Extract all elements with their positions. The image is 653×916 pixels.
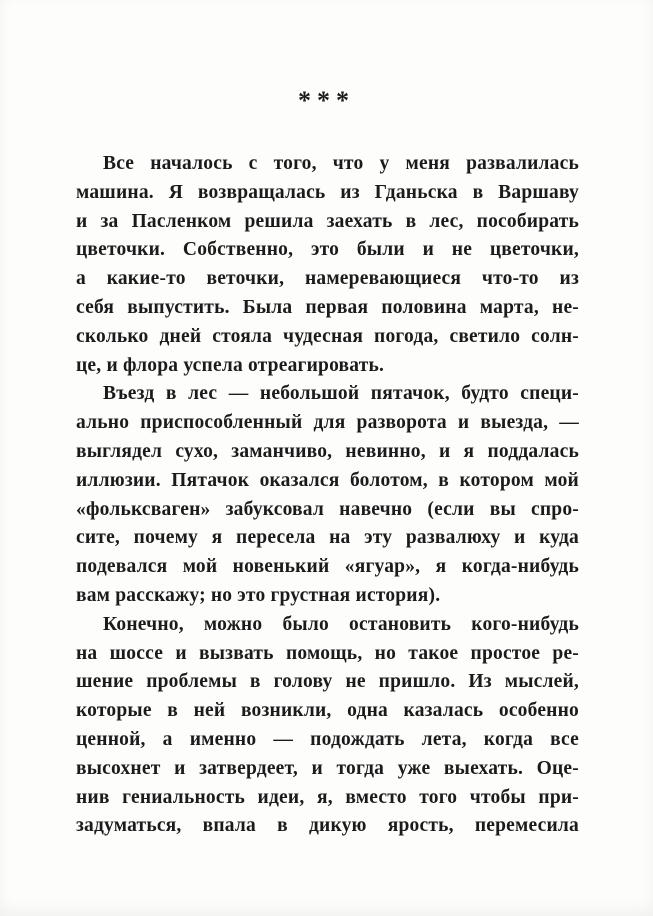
- text-line: це, и флора успела отреагировать.: [76, 354, 385, 376]
- text-line: а какие-то веточки, намеревающиеся что-то из: [76, 268, 579, 290]
- text-line: «фольксваген» забуксовал навечно (если вы спро-: [76, 498, 579, 520]
- text-line: шение проблемы в голову не пришло. Из мыслей,: [76, 671, 579, 693]
- text-line: себя выпустить. Была первая половина марта, не-: [76, 296, 579, 318]
- text-line: выглядел сухо, заманчиво, невинно, и я поддалась: [76, 440, 579, 462]
- text-line: высохнет и затвердеет, и тогда уже выехать. Оце-: [76, 757, 579, 779]
- text-line: ально приспособленный для разворота и выезда, —: [76, 412, 579, 434]
- text-line: машина. Я возвращалась из Гданьска в Варшаву: [76, 181, 579, 203]
- text-line: Конечно, можно было остановить кого-нибудь: [103, 613, 579, 635]
- text-line: Все началось с того, что у меня развалилась: [103, 153, 579, 174]
- text-line: задуматься, впала в дикую ярость, перемесила: [76, 815, 579, 837]
- text-block: [76, 150, 579, 841]
- text-line: вам расскажу; но это грустная история).: [76, 584, 441, 606]
- text-line: Въезд в лес — небольшой пятачок, будто специ-: [103, 383, 579, 405]
- paragraph: [76, 380, 579, 610]
- paragraph: [76, 150, 579, 380]
- paragraph: [76, 611, 579, 841]
- text-line: и за Пасленком решила заехать в лес, пособирать: [76, 210, 579, 232]
- text-line: которые в ней возникли, одна казалась особенно: [76, 700, 579, 722]
- text-line: сите, почему я пересела на эту развалюху и куда: [76, 527, 579, 549]
- text-line: нив гениальность идеи, я, вместо того чтобы при-: [76, 786, 579, 808]
- text-line: цветочки. Собственно, это были и не цветочки,: [76, 239, 579, 261]
- text-line: ценной, а именно — подождать лета, когда все: [76, 728, 579, 750]
- section-separator: ***: [298, 86, 355, 115]
- text-line: подевался мой новенький «ягуар», я когда-нибудь: [76, 556, 579, 578]
- text-line: на шоссе и вызвать помощь, но такое простое ре-: [76, 642, 579, 664]
- text-line: иллюзии. Пятачок оказался болотом, в котором мой: [76, 469, 579, 491]
- text-line: сколько дней стояла чудесная погода, светило солн-: [76, 325, 579, 347]
